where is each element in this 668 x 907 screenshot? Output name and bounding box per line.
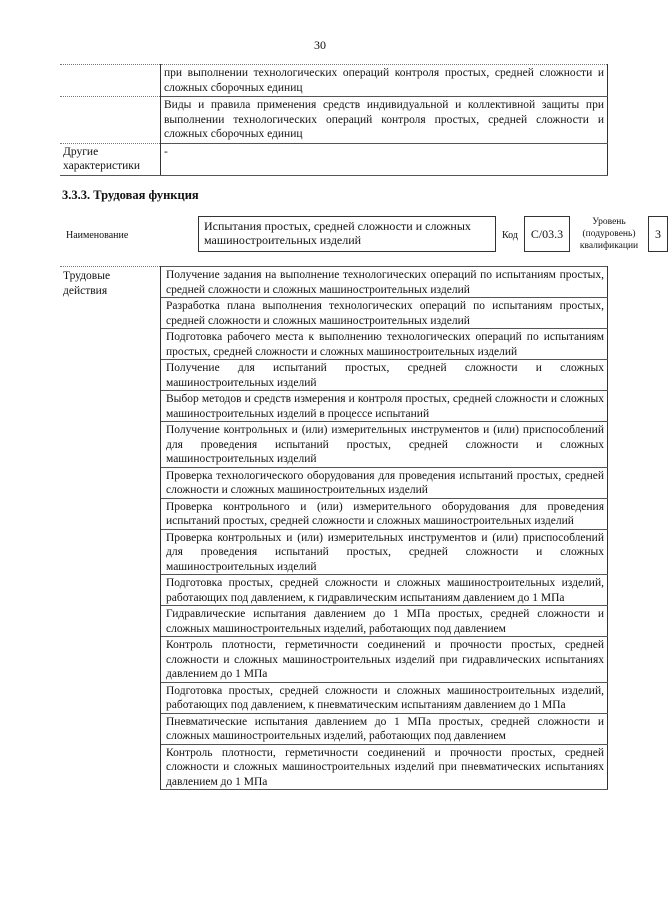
labor-actions-table — [60, 266, 608, 790]
labor-action-item: Проверка технологического оборудования для проведения испытаний простых, средней сложности и сложных машиностроительных изделий — [161, 467, 608, 498]
page-number: 30 — [314, 38, 326, 52]
row-text: при выполнении технологических операций контроля простых, средней сложности и сложных сборочных единиц — [161, 65, 608, 97]
table-row — [60, 267, 608, 298]
previous-function-table — [60, 64, 608, 176]
labor-action-item: Контроль плотности, герметичности соединений и прочности простых, средней сложности и сложных машиностроительных изделий при гидравлических испытаниях давлением до 1 МПа — [161, 637, 608, 683]
labor-action-item: Гидравлические испытания давлением до 1 МПа простых, средней сложности и сложных машиностроительных изделий, работающих под давлением — [161, 606, 608, 637]
labor-action-item: Получение для испытаний простых, средней сложности и сложных машиностроительных изделий — [161, 360, 608, 391]
row-label — [60, 97, 161, 144]
labor-action-item: Выбор методов и средств измерения и контроля простых, средней сложности и сложных машиностроительных изделий в процессе испытаний — [161, 391, 608, 422]
labor-action-item: Разработка плана выполнения технологических операций по испытаниям простых, средней сложности и сложных машиностроительных изделий — [161, 298, 608, 329]
qualification-level-value: 3 — [648, 216, 668, 252]
code-label: Код — [502, 230, 518, 241]
labor-action-item: Проверка контрольных и (или) измерительных инструментов и (или) приспособлений для проведения испытаний простых, средней сложности и сложных машиностроительных изделий — [161, 529, 608, 575]
labor-action-item: Получение контрольных и (или) измерительных инструментов и (или) приспособлений для проведения испытаний простых, средней сложности и сложных машиностроительных изделий — [161, 422, 608, 468]
labor-action-item: Подготовка простых, средней сложности и сложных машиностроительных изделий, работающих под давлением, к гидравлическим испытаниям давлением до 1 МПа — [161, 575, 608, 606]
table-row — [60, 143, 608, 175]
labor-actions-label: Трудовые действия — [60, 267, 161, 790]
other-characteristics-label: Другие характеристики — [60, 143, 161, 175]
labor-action-item: Контроль плотности, герметичности соединений и прочности простых, средней сложности и сложных машиностроительных изделий при пневматических испытаниях давлением до 1 МПа — [161, 744, 608, 790]
function-code: С/03.3 — [524, 216, 570, 252]
table-row — [60, 97, 608, 144]
labor-action-item: Проверка контрольного и (или) измерительного оборудования для проведения испытаний простых, средней сложности и сложных машиностроительных изделий — [161, 498, 608, 529]
name-label: Наименование — [66, 230, 129, 241]
labor-action-item: Подготовка простых, средней сложности и сложных машиностроительных изделий, работающих под давлением, к пневматическим испытаниям давлением до 1 МПа — [161, 682, 608, 713]
labor-action-item: Получение задания на выполнение технологических операций по испытаниям простых, средней сложности и сложных машиностроительных изделий — [161, 267, 608, 298]
qualification-level-label: Уровень (подуровень) квалификации — [579, 217, 639, 251]
row-text: Виды и правила применения средств индивидуальной и коллективной защиты при выполнении технологических операций контроля простых, средней сложности и сложных сборочных единиц — [161, 97, 608, 144]
other-characteristics-value: - — [161, 143, 608, 175]
row-label — [60, 65, 161, 97]
section-title: 3.3.3. Трудовая функция — [62, 188, 199, 202]
labor-action-item: Пневматические испытания давлением до 1 МПа простых, средней сложности и сложных машиностроительных изделий, работающих под давлением — [161, 713, 608, 744]
labor-action-item: Подготовка рабочего места к выполнению технологических операций по испытаниям простых, средней сложности и сложных машиностроительных изделий — [161, 329, 608, 360]
function-name: Испытания простых, средней сложности и сложных машиностроительных изделий — [198, 216, 496, 252]
table-row — [60, 65, 608, 97]
function-header — [60, 214, 661, 258]
